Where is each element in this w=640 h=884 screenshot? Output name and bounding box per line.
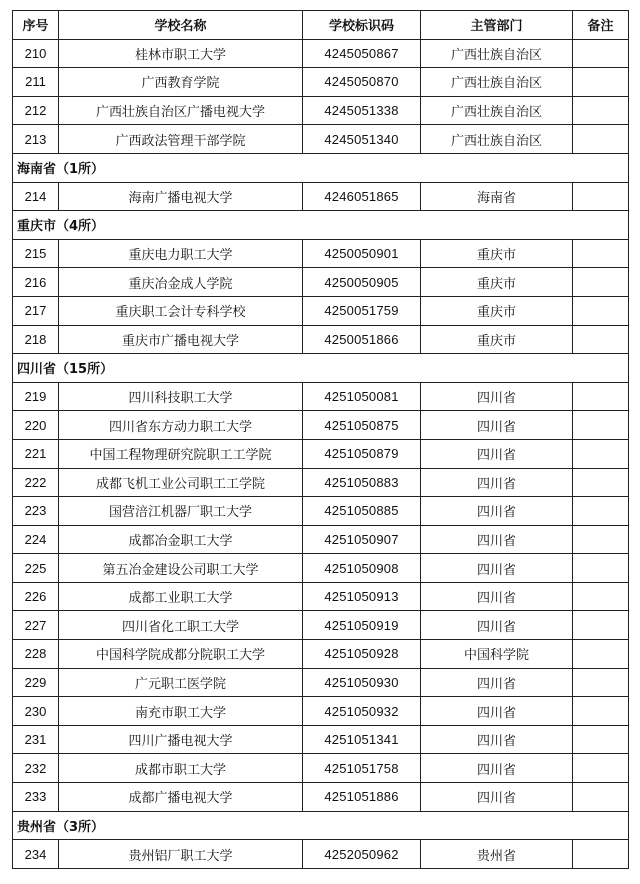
school-code-cell: 4251051341 bbox=[303, 725, 421, 754]
school-name-cell: 成都冶金职工大学 bbox=[59, 525, 303, 554]
table-row bbox=[13, 268, 629, 297]
school-name-cell: 重庆电力职工大学 bbox=[59, 239, 303, 268]
department-cell: 广西壮族自治区 bbox=[421, 96, 573, 125]
department-cell: 四川省 bbox=[421, 783, 573, 812]
remarks-cell bbox=[573, 783, 629, 812]
header-serial-no: 序号 bbox=[13, 11, 59, 40]
table-row bbox=[13, 783, 629, 812]
school-name-cell: 国营涪江机器厂职工大学 bbox=[59, 497, 303, 526]
serial-no-cell: 223 bbox=[13, 497, 59, 526]
table-row bbox=[13, 611, 629, 640]
serial-no-cell: 213 bbox=[13, 125, 59, 154]
school-name-cell: 四川省东方动力职工大学 bbox=[59, 411, 303, 440]
remarks-cell bbox=[573, 611, 629, 640]
table-row bbox=[13, 96, 629, 125]
serial-no-cell: 221 bbox=[13, 439, 59, 468]
table-row bbox=[13, 640, 629, 669]
table-row bbox=[13, 697, 629, 726]
remarks-cell bbox=[573, 668, 629, 697]
remarks-cell bbox=[573, 239, 629, 268]
table-row bbox=[13, 439, 629, 468]
serial-no-cell: 212 bbox=[13, 96, 59, 125]
remarks-cell bbox=[573, 582, 629, 611]
serial-no-cell: 225 bbox=[13, 554, 59, 583]
department-cell: 重庆市 bbox=[421, 239, 573, 268]
school-code-cell: 4251050919 bbox=[303, 611, 421, 640]
school-code-cell: 4251050081 bbox=[303, 382, 421, 411]
remarks-cell bbox=[573, 296, 629, 325]
serial-no-cell: 233 bbox=[13, 783, 59, 812]
remarks-cell bbox=[573, 640, 629, 669]
serial-no-cell: 229 bbox=[13, 668, 59, 697]
school-code-cell: 4246051865 bbox=[303, 182, 421, 211]
remarks-cell bbox=[573, 125, 629, 154]
province-section-label: 海南省（1所） bbox=[13, 153, 629, 182]
school-name-cell: 四川广播电视大学 bbox=[59, 725, 303, 754]
header-remarks: 备注 bbox=[573, 11, 629, 40]
remarks-cell bbox=[573, 697, 629, 726]
table-row bbox=[13, 125, 629, 154]
department-cell: 四川省 bbox=[421, 468, 573, 497]
school-name-cell: 四川科技职工大学 bbox=[59, 382, 303, 411]
department-cell: 重庆市 bbox=[421, 296, 573, 325]
remarks-cell bbox=[573, 96, 629, 125]
school-name-cell: 成都市职工大学 bbox=[59, 754, 303, 783]
school-code-cell: 4252050962 bbox=[303, 840, 421, 869]
serial-no-cell: 214 bbox=[13, 182, 59, 211]
department-cell: 四川省 bbox=[421, 582, 573, 611]
table-row bbox=[13, 239, 629, 268]
table-row bbox=[13, 39, 629, 68]
school-name-cell: 广元职工医学院 bbox=[59, 668, 303, 697]
table-row bbox=[13, 840, 629, 869]
remarks-cell bbox=[573, 725, 629, 754]
serial-no-cell: 215 bbox=[13, 239, 59, 268]
table-row bbox=[13, 754, 629, 783]
serial-no-cell: 222 bbox=[13, 468, 59, 497]
school-name-cell: 重庆职工会计专科学校 bbox=[59, 296, 303, 325]
province-section-label: 四川省（15所） bbox=[13, 354, 629, 383]
department-cell: 四川省 bbox=[421, 668, 573, 697]
serial-no-cell: 228 bbox=[13, 640, 59, 669]
department-cell: 四川省 bbox=[421, 497, 573, 526]
school-code-cell: 4251050883 bbox=[303, 468, 421, 497]
school-table bbox=[12, 10, 629, 869]
school-code-cell: 4251050885 bbox=[303, 497, 421, 526]
serial-no-cell: 226 bbox=[13, 582, 59, 611]
remarks-cell bbox=[573, 382, 629, 411]
school-code-cell: 4250051759 bbox=[303, 296, 421, 325]
school-name-cell: 成都广播电视大学 bbox=[59, 783, 303, 812]
department-cell: 广西壮族自治区 bbox=[421, 68, 573, 97]
department-cell: 四川省 bbox=[421, 754, 573, 783]
school-code-cell: 4251050879 bbox=[303, 439, 421, 468]
table-row bbox=[13, 382, 629, 411]
table-body bbox=[13, 39, 629, 868]
serial-no-cell: 220 bbox=[13, 411, 59, 440]
department-cell: 四川省 bbox=[421, 725, 573, 754]
school-name-cell: 四川省化工职工大学 bbox=[59, 611, 303, 640]
serial-no-cell: 227 bbox=[13, 611, 59, 640]
table-row bbox=[13, 725, 629, 754]
department-cell: 四川省 bbox=[421, 525, 573, 554]
serial-no-cell: 232 bbox=[13, 754, 59, 783]
remarks-cell bbox=[573, 525, 629, 554]
department-cell: 广西壮族自治区 bbox=[421, 39, 573, 68]
province-section-row bbox=[13, 354, 629, 383]
serial-no-cell: 224 bbox=[13, 525, 59, 554]
school-code-cell: 4251051758 bbox=[303, 754, 421, 783]
table-row bbox=[13, 554, 629, 583]
remarks-cell bbox=[573, 754, 629, 783]
school-code-cell: 4245050867 bbox=[303, 39, 421, 68]
department-cell: 四川省 bbox=[421, 382, 573, 411]
remarks-cell bbox=[573, 840, 629, 869]
school-name-cell: 南充市职工大学 bbox=[59, 697, 303, 726]
remarks-cell bbox=[573, 468, 629, 497]
serial-no-cell: 216 bbox=[13, 268, 59, 297]
remarks-cell bbox=[573, 325, 629, 354]
school-name-cell: 桂林市职工大学 bbox=[59, 39, 303, 68]
province-section-row bbox=[13, 211, 629, 240]
school-name-cell: 成都工业职工大学 bbox=[59, 582, 303, 611]
serial-no-cell: 210 bbox=[13, 39, 59, 68]
school-code-cell: 4251050875 bbox=[303, 411, 421, 440]
school-code-cell: 4245051340 bbox=[303, 125, 421, 154]
remarks-cell bbox=[573, 554, 629, 583]
school-code-cell: 4250050905 bbox=[303, 268, 421, 297]
department-cell: 贵州省 bbox=[421, 840, 573, 869]
serial-no-cell: 217 bbox=[13, 296, 59, 325]
header-school-code: 学校标识码 bbox=[303, 11, 421, 40]
table-row bbox=[13, 582, 629, 611]
school-code-cell: 4250050901 bbox=[303, 239, 421, 268]
header-department: 主管部门 bbox=[421, 11, 573, 40]
remarks-cell bbox=[573, 182, 629, 211]
department-cell: 四川省 bbox=[421, 411, 573, 440]
province-section-label: 贵州省（3所） bbox=[13, 811, 629, 840]
remarks-cell bbox=[573, 39, 629, 68]
serial-no-cell: 211 bbox=[13, 68, 59, 97]
province-section-row bbox=[13, 811, 629, 840]
school-name-cell: 中国科学院成都分院职工大学 bbox=[59, 640, 303, 669]
table-row bbox=[13, 668, 629, 697]
table-row bbox=[13, 325, 629, 354]
school-code-cell: 4251051886 bbox=[303, 783, 421, 812]
school-name-cell: 成都飞机工业公司职工工学院 bbox=[59, 468, 303, 497]
table-header-row bbox=[13, 11, 629, 40]
remarks-cell bbox=[573, 439, 629, 468]
department-cell: 四川省 bbox=[421, 439, 573, 468]
table-row bbox=[13, 182, 629, 211]
table-row bbox=[13, 296, 629, 325]
school-list-document bbox=[12, 10, 628, 869]
department-cell: 四川省 bbox=[421, 554, 573, 583]
serial-no-cell: 234 bbox=[13, 840, 59, 869]
remarks-cell bbox=[573, 268, 629, 297]
remarks-cell bbox=[573, 68, 629, 97]
school-code-cell: 4251050932 bbox=[303, 697, 421, 726]
school-code-cell: 4251050928 bbox=[303, 640, 421, 669]
school-name-cell: 海南广播电视大学 bbox=[59, 182, 303, 211]
table-row bbox=[13, 497, 629, 526]
school-code-cell: 4245050870 bbox=[303, 68, 421, 97]
school-name-cell: 广西政法管理干部学院 bbox=[59, 125, 303, 154]
serial-no-cell: 218 bbox=[13, 325, 59, 354]
school-name-cell: 中国工程物理研究院职工工学院 bbox=[59, 439, 303, 468]
school-name-cell: 第五冶金建设公司职工大学 bbox=[59, 554, 303, 583]
school-code-cell: 4250051866 bbox=[303, 325, 421, 354]
school-name-cell: 重庆冶金成人学院 bbox=[59, 268, 303, 297]
table-row bbox=[13, 468, 629, 497]
remarks-cell bbox=[573, 411, 629, 440]
serial-no-cell: 230 bbox=[13, 697, 59, 726]
school-name-cell: 贵州铝厂职工大学 bbox=[59, 840, 303, 869]
school-code-cell: 4251050930 bbox=[303, 668, 421, 697]
department-cell: 重庆市 bbox=[421, 325, 573, 354]
school-code-cell: 4251050913 bbox=[303, 582, 421, 611]
serial-no-cell: 231 bbox=[13, 725, 59, 754]
department-cell: 广西壮族自治区 bbox=[421, 125, 573, 154]
school-name-cell: 广西教育学院 bbox=[59, 68, 303, 97]
department-cell: 重庆市 bbox=[421, 268, 573, 297]
school-code-cell: 4245051338 bbox=[303, 96, 421, 125]
department-cell: 四川省 bbox=[421, 697, 573, 726]
province-section-label: 重庆市（4所） bbox=[13, 211, 629, 240]
table-row bbox=[13, 411, 629, 440]
header-school-name: 学校名称 bbox=[59, 11, 303, 40]
department-cell: 中国科学院 bbox=[421, 640, 573, 669]
department-cell: 海南省 bbox=[421, 182, 573, 211]
province-section-row bbox=[13, 153, 629, 182]
serial-no-cell: 219 bbox=[13, 382, 59, 411]
department-cell: 四川省 bbox=[421, 611, 573, 640]
remarks-cell bbox=[573, 497, 629, 526]
table-row bbox=[13, 525, 629, 554]
school-code-cell: 4251050908 bbox=[303, 554, 421, 583]
school-name-cell: 广西壮族自治区广播电视大学 bbox=[59, 96, 303, 125]
school-name-cell: 重庆市广播电视大学 bbox=[59, 325, 303, 354]
school-code-cell: 4251050907 bbox=[303, 525, 421, 554]
table-row bbox=[13, 68, 629, 97]
